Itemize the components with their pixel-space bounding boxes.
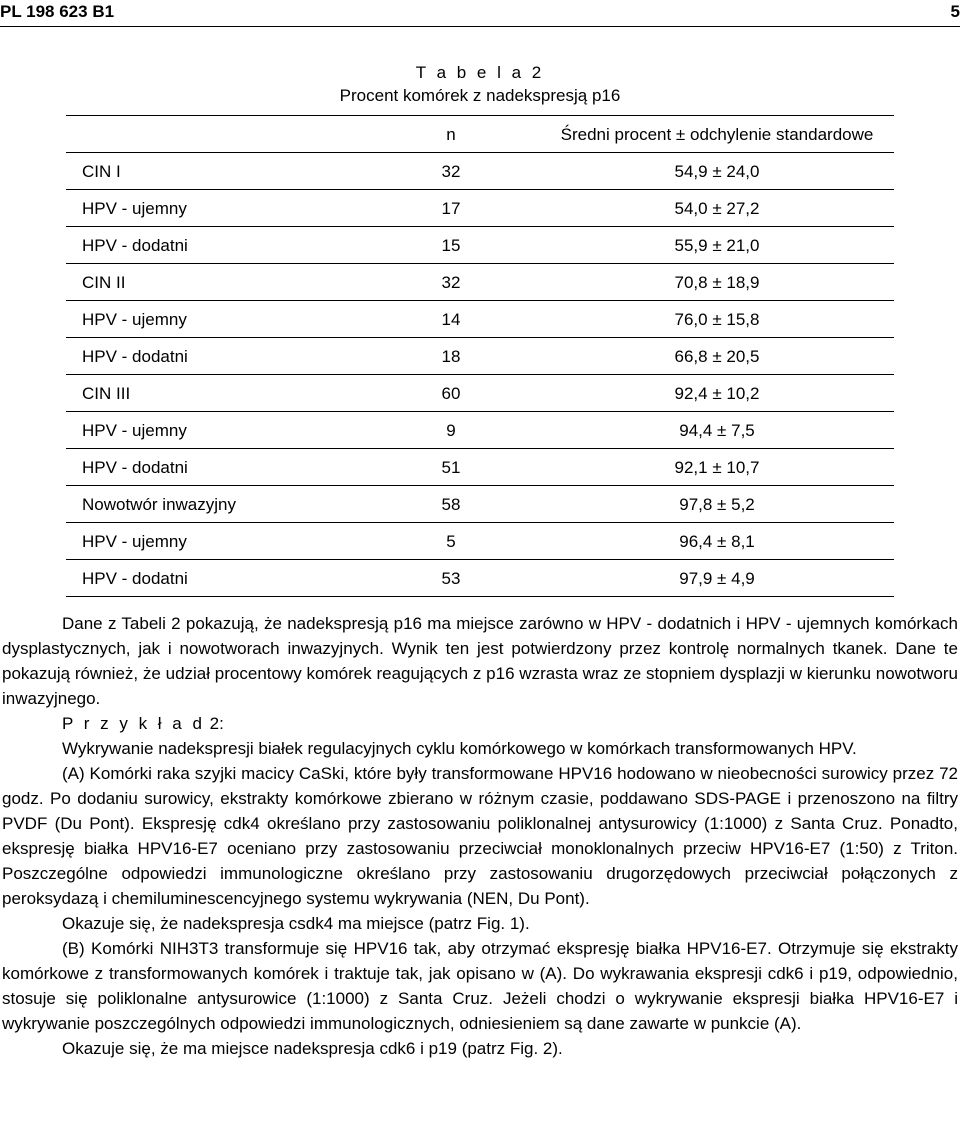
example-label: P r z y k ł a d [62, 714, 205, 733]
row-label: CIN II [82, 273, 126, 292]
paragraph-results: Dane z Tabeli 2 pokazują, że nadekspresją p16 ma miejsce zarówno w HPV - dodatnich i HPV - ujemnych komórkach dysplastycznych, jak i nowotworach inwazyjnych. Wynik ten jest potwierdzony przez kontrolę normalnych tkanek. Dane te pokazują również, że udział procentowy komórek reagujących z p16 wzrasta wraz ze stopniem dysplazji w kierunku nowotworu inwazyjnego. [2, 614, 958, 708]
paragraph-method-b: (B) Komórki NIH3T3 transformuje się HPV16 tak, aby otrzymać ekspresję białka HPV16-E7. Otrzymuje się ekstrakty komórkowe z transformowanych komórek i traktuje tak, jak opisano w (A). Do wykrawania ekspresji cdk6 i p19, odpowiednio, stosuje się poliklonalne antysurowice (1:1000) z Santa Cruz. Jeżeli chodzi o wykrywanie ekspresji białka HPV16-E7 i wykrywanie poszczególnych odpowiedzi immunologicznych, odniesieniem są dane zawarte w punkcie (A). [2, 939, 958, 1033]
row-mean: 76,0 ± 15,8 [674, 310, 760, 329]
row-label: HPV - ujemny [82, 532, 187, 551]
row-mean: 70,8 ± 18,9 [674, 273, 760, 292]
paragraph-result-a: Okazuje się, że nadekspresja csdk4 ma miejsce (patrz Fig. 1). [62, 914, 530, 933]
row-n: 60 [441, 384, 461, 403]
table-row [66, 227, 894, 264]
data-table [66, 115, 894, 597]
row-n: 58 [441, 495, 461, 514]
paragraph-result-b: Okazuje się, że ma miejsce nadekspresja cdk6 i p19 (patrz Fig. 2). [62, 1039, 563, 1058]
row-n: 18 [441, 347, 461, 366]
row-label: HPV - dodatni [82, 569, 188, 588]
column-header-n: n [446, 125, 456, 144]
table-row [66, 449, 894, 486]
row-label: HPV - dodatni [82, 236, 188, 255]
table-header-row [66, 115, 894, 153]
row-n: 17 [441, 199, 461, 218]
column-header-mean: Średni procent ± odchylenie standardowe [560, 125, 874, 144]
table-row [66, 153, 894, 190]
example-number: 2: [204, 714, 224, 733]
page-number: 5 [950, 2, 960, 21]
row-n: 51 [441, 458, 461, 477]
row-mean: 66,8 ± 20,5 [674, 347, 760, 366]
example-heading [2, 711, 958, 736]
row-n: 14 [441, 310, 461, 329]
row-n: 53 [441, 569, 461, 588]
row-label: CIN I [82, 162, 121, 181]
row-mean: 54,9 ± 24,0 [674, 162, 760, 181]
paragraph-example-title: Wykrywanie nadekspresji białek regulacyjnych cyklu komórkowego w komórkach transformowanych HPV. [62, 739, 857, 758]
row-n: 15 [441, 236, 461, 255]
table-row [66, 375, 894, 412]
paragraph-method-a: (A) Komórki raka szyjki macicy CaSki, które były transformowane HPV16 hodowano w nieobecności surowicy przez 72 godz. Po dodaniu surowicy, ekstrakty komórkowe zbierano w różnym czasie, poddawano SDS-PAGE i przenoszono na filtry PVDF (Du Pont). Ekspresję cdk4 określano przy zastosowaniu poliklonalnej antysurowicy (1:1000) z Santa Cruz. Ponadto, ekspresję białka HPV16-E7 oceniano przy zastosowaniu przeciwciał monoklonalnych przeciw HPV16-E7 (1:50) z Triton. Poszczególne odpowiedzi immunologiczne określano przy zastosowaniu drugorzędowych przeciwciał połączonych z peroksydazą i chemiluminescencyjnego systemu wykrywania (NEN, Du Pont). [2, 764, 958, 908]
row-n: 9 [446, 421, 456, 440]
table-row [66, 190, 894, 227]
row-mean: 92,4 ± 10,2 [674, 384, 760, 403]
row-label: HPV - ujemny [82, 199, 187, 218]
row-label: HPV - dodatni [82, 458, 188, 477]
row-label: CIN III [82, 384, 131, 403]
table-row [66, 523, 894, 560]
table-row [66, 264, 894, 301]
table-row [66, 412, 894, 449]
page-header [0, 0, 960, 26]
table-caption-title: Procent komórek z nadekspresją p16 [339, 86, 621, 105]
row-mean: 54,0 ± 27,2 [674, 199, 760, 218]
row-label: HPV - dodatni [82, 347, 188, 366]
row-mean: 97,8 ± 5,2 [679, 495, 755, 514]
patent-number: PL 198 623 B1 [0, 2, 115, 21]
row-mean: 97,9 ± 4,9 [679, 569, 755, 588]
row-mean: 94,4 ± 7,5 [679, 421, 755, 440]
table-row [66, 338, 894, 375]
row-label: HPV - ujemny [82, 310, 187, 329]
row-n: 32 [441, 273, 461, 292]
row-n: 5 [446, 532, 456, 551]
row-n: 32 [441, 162, 461, 181]
row-mean: 55,9 ± 21,0 [674, 236, 760, 255]
table-row [66, 486, 894, 523]
table-caption-label: T a b e l a 2 [415, 63, 545, 82]
row-mean: 92,1 ± 10,7 [674, 458, 760, 477]
table-row [66, 560, 894, 597]
row-label: HPV - ujemny [82, 421, 187, 440]
body-text [2, 611, 958, 1061]
header-rule [0, 26, 960, 27]
table-row [66, 301, 894, 338]
row-mean: 96,4 ± 8,1 [679, 532, 755, 551]
row-label: Nowotwór inwazyjny [82, 495, 236, 514]
